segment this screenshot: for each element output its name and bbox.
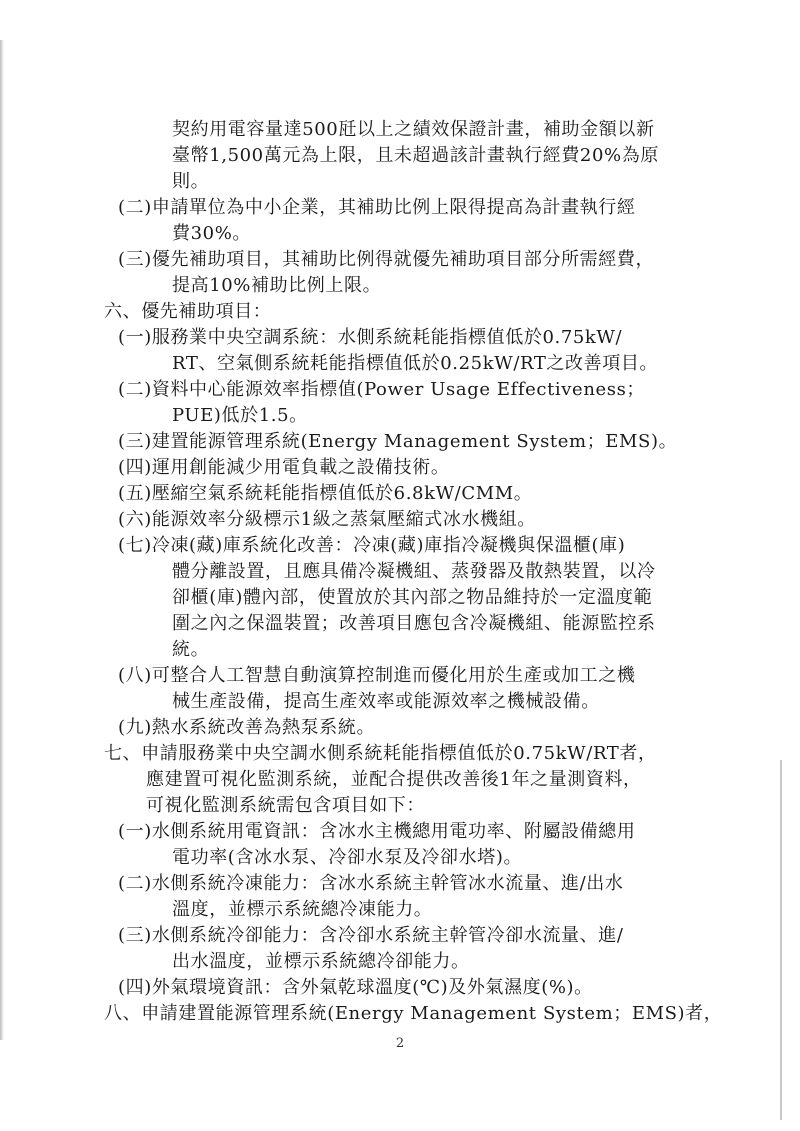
text-line: (三)優先補助項目，其補助比例得就優先補助項目部分所需經費，	[118, 249, 655, 270]
text-line: (一)水側系統用電資訊：含冰水主機總用電功率、附屬設備總用	[118, 821, 636, 842]
text-line: 費30%。	[172, 223, 252, 244]
scan-edge-right	[780, 760, 782, 1120]
text-line: 電功率(含冰水泵、冷卻水泵及冷卻水塔)。	[172, 847, 523, 868]
text-line: (七)冷凍(藏)庫系統化改善：冷凍(藏)庫指冷凝機與保溫櫃(庫)	[118, 535, 626, 556]
text-line: 卻櫃(庫)體內部，使置放於其內部之物品維持於一定溫度範	[172, 587, 653, 608]
text-line: 溫度，並標示系統總冷凍能力。	[172, 899, 433, 920]
text-line: (四)運用創能減少用電負載之設備技術。	[118, 457, 450, 478]
text-line: 可視化監測系統需包含項目如下：	[146, 795, 425, 816]
text-line: 械生產設備，提高生產效率或能源效率之機械設備。	[172, 691, 600, 712]
text-line: PUE)低於1.5。	[172, 405, 308, 426]
section-heading: 六、優先補助項目：	[104, 301, 272, 322]
section-heading: 八、申請建置能源管理系統(Energy Management System；EMS)者，	[104, 1003, 723, 1024]
text-line: 臺幣1,500萬元為上限，且未超過該計畫執行經費20%為原	[172, 145, 659, 166]
text-line: RT、空氣側系統耗能指標值低於0.25kW/RT之改善項目。	[172, 353, 659, 374]
text-line: (二)資料中心能源效率指標值(Power Usage Effectiveness；	[118, 379, 646, 400]
section-heading: 七、申請服務業中央空調水側系統耗能指標值低於0.75kW/RT者，	[104, 743, 657, 764]
text-line: (一)服務業中央空調系統：水側系統耗能指標值低於0.75kW/	[118, 327, 623, 348]
text-line: (八)可整合人工智慧自動演算控制進而優化用於生產或加工之機	[118, 665, 636, 686]
text-line: (二)水側系統冷凍能力：含冰水系統主幹管冰水流量、進/出水	[118, 873, 624, 894]
text-line: (三)水側系統冷卻能力：含冷卻水系統主幹管冷卻水流量、進/	[118, 925, 624, 946]
text-line: (五)壓縮空氣系統耗能指標值低於6.8kW/CMM。	[118, 483, 533, 504]
scan-edge-shadow	[0, 40, 4, 1040]
text-line: (六)能源效率分級標示1級之蒸氣壓縮式冰水機組。	[118, 509, 536, 530]
text-line: (四)外氣環境資訊：含外氣乾球溫度(℃)及外氣濕度(%)。	[118, 977, 593, 998]
text-line: 圍之內之保溫裝置；改善項目應包含冷凝機組、能源監控系	[172, 613, 656, 634]
text-line: (九)熱水系統改善為熱泵系統。	[118, 717, 376, 738]
text-line: 統。	[172, 639, 210, 660]
text-line: 出水溫度，並標示系統總冷卻能力。	[172, 951, 470, 972]
text-line: (三)建置能源管理系統(Energy Management System；EMS)。	[118, 431, 678, 452]
text-line: 則。	[172, 171, 210, 192]
text-line: 提高10%補助比例上限。	[172, 275, 382, 296]
text-line: 契約用電容量達500瓩以上之績效保證計畫，補助金額以新	[172, 119, 655, 140]
text-line: 體分離設置，且應具備冷凝機組、蒸發器及散熱裝置，以冷	[172, 561, 656, 582]
text-line: 應建置可視化監測系統，並配合提供改善後1年之量測資料，	[146, 769, 642, 790]
text-line: (二)申請單位為中小企業，其補助比例上限得提高為計畫執行經	[118, 197, 636, 218]
page-number: 2	[395, 1036, 405, 1051]
